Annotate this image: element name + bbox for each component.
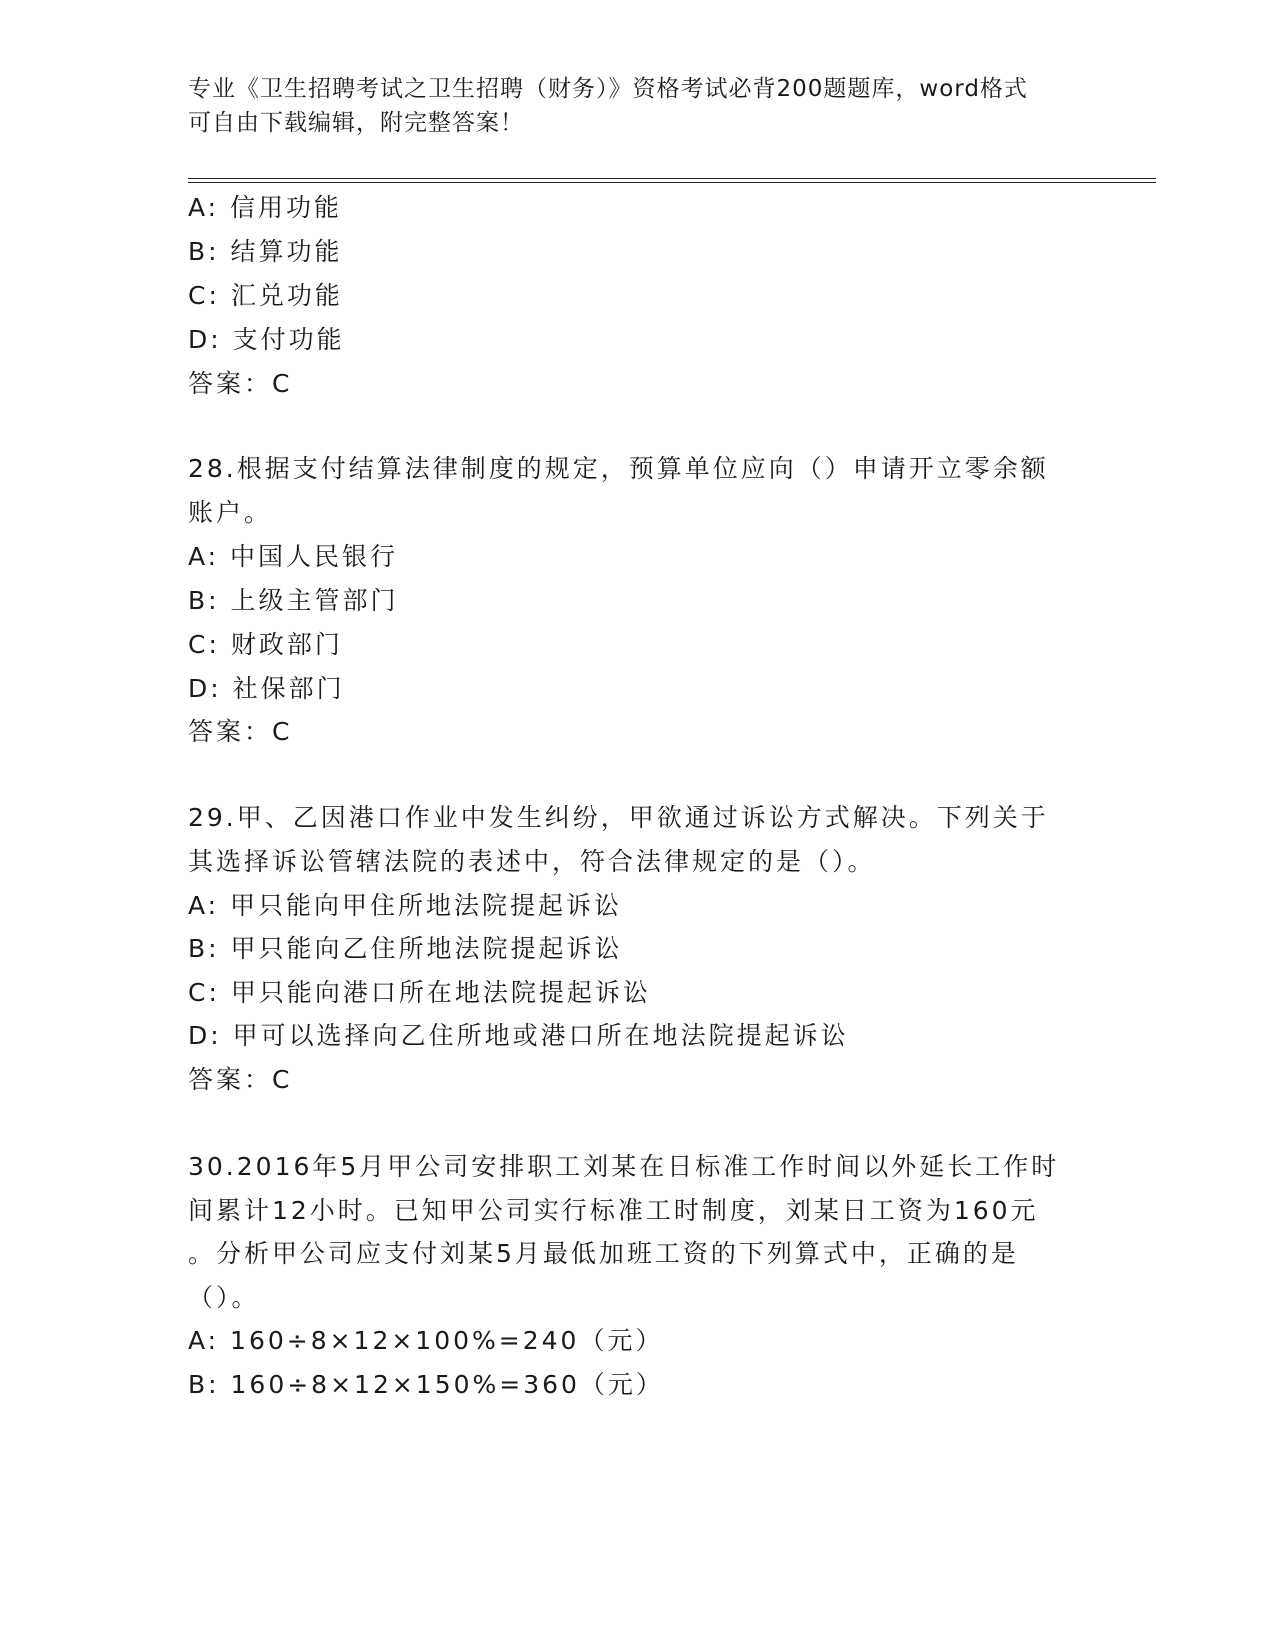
q29-option-c: C: 甲只能向港口所在地法院提起诉讼 bbox=[188, 978, 651, 1007]
q29-stem-line-1: 29.甲、乙因港口作业中发生纠纷，甲欲通过诉讼方式解决。下列关于 bbox=[188, 803, 1049, 832]
q29-stem-line-2: 其选择诉讼管辖法院的表述中，符合法律规定的是（）。 bbox=[188, 847, 876, 876]
q28-option-b: B: 上级主管部门 bbox=[188, 586, 399, 615]
q27-option-d: D: 支付功能 bbox=[188, 325, 345, 354]
q27-option-a: A: 信用功能 bbox=[188, 193, 343, 222]
q29-answer: 答案：C bbox=[188, 1065, 293, 1094]
q30-option-b: B: 160÷8×12×150%=360（元） bbox=[188, 1370, 664, 1399]
q28-stem-line-1: 28.根据支付结算法律制度的规定，预算单位应向（）申请开立零余额 bbox=[188, 454, 1049, 483]
q29-option-b: B: 甲只能向乙住所地法院提起诉讼 bbox=[188, 934, 623, 963]
q30-stem-line-2: 间累计12小时。已知甲公司实行标准工时制度，刘某日工资为160元 bbox=[188, 1196, 1039, 1225]
q29-option-d: D: 甲可以选择向乙住所地或港口所在地法院提起诉讼 bbox=[188, 1021, 849, 1050]
document-header bbox=[188, 72, 1068, 140]
q28-stem-line-2: 账户。 bbox=[188, 498, 273, 527]
q30-option-a: A: 160÷8×12×100%=240（元） bbox=[188, 1326, 664, 1355]
q30-stem-line-4: （）。 bbox=[188, 1283, 260, 1312]
q27-option-b: B: 结算功能 bbox=[188, 237, 343, 266]
q30-stem-line-1: 30.2016年5月甲公司安排职工刘某在日标准工作时间以外延长工作时 bbox=[188, 1152, 1060, 1181]
q28-answer: 答案：C bbox=[188, 717, 293, 746]
q28-option-c: C: 财政部门 bbox=[188, 630, 343, 659]
q29-option-a: A: 甲只能向甲住所地法院提起诉讼 bbox=[188, 891, 623, 920]
q27-answer: 答案：C bbox=[188, 369, 293, 398]
q28-option-d: D: 社保部门 bbox=[188, 674, 345, 703]
header-line-2: 可自由下载编辑，附完整答案！ bbox=[188, 110, 524, 136]
q27-option-c: C: 汇兑功能 bbox=[188, 281, 343, 310]
header-rule-top bbox=[188, 178, 1156, 179]
q28-option-a: A: 中国人民银行 bbox=[188, 542, 399, 571]
q30-stem-line-3: 。分析甲公司应支付刘某5月最低加班工资的下列算式中，正确的是 bbox=[188, 1239, 1019, 1268]
header-rule-bottom bbox=[188, 182, 1156, 183]
header-line-1: 专业《卫生招聘考试之卫生招聘（财务）》资格考试必背200题题库，word格式 bbox=[188, 76, 1028, 102]
